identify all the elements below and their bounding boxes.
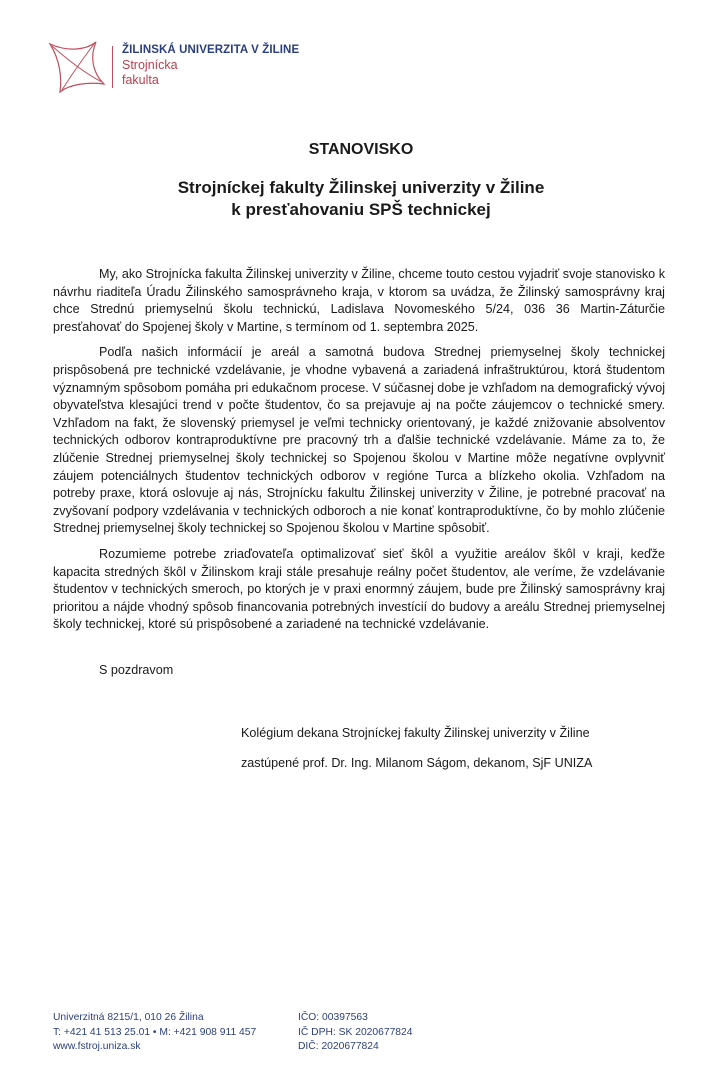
paragraph-3: Rozumieme potrebe zriaďovateľa optimalizovať sieť škôl a využitie areálov škôl v kraji, keďže kapacita stredných škôl v Žilinskom kraji stále presahuje reálny počet študentov, ale veríme, že vzdelávanie študentov v technických smeroch, po ktorých je v praxi enormný záujem, bude pre Žilinský samosprávny kraj prioritou a nájde vhodný spôsob financovania potrebných investícií do budovy a areálu Strednej priemyselnej školy technickej, ktoré sú prispôsobené a zariadené na technické vzdelávanie. xyxy=(53,546,665,632)
faculty-name-line1: Strojnícka xyxy=(122,58,178,72)
document-body xyxy=(53,266,665,642)
signature-line-1: Kolégium dekana Strojníckej fakulty Žilinskej univerzity v Žiline xyxy=(241,726,590,740)
footer-phone: T: +421 41 513 25.01 • M: +421 908 911 457 xyxy=(53,1026,257,1038)
university-name: ŽILINSKÁ UNIVERZITA V ŽILINE xyxy=(122,44,300,56)
subtitle-line-1: Strojníckej fakulty Žilinskej univerzity v Žiline xyxy=(177,178,545,197)
subtitle-line-2: k presťahovaniu SPŠ technickej xyxy=(231,200,491,219)
footer-ic-dph: IČ DPH: SK 2020677824 xyxy=(298,1026,413,1038)
paragraph-2: Podľa našich informácií je areál a samotná budova Strednej priemyselnej školy technickej prispôsobená pre technické vzdelávanie, je vhodne vybavená a zariadená infraštruktúrou, ktorá študentom významným spôsobom pomáha pri edukačnom procese. V súčasnej dobe je vzhľadom na demografický vývoj obyvateľstva klesajúci trend v počte študentov, čo sa prejavuje aj na počte záujemcov o technické smery. Vzhľadom na fakt, že slovenský priemysel je veľmi technicky orientovaný, je každé znižovanie absolventov technických odborov kontraproduktívne pre pracovný trh a ďalšie technické vzdelávanie. Máme za to, že zlúčenie Strednej priemyselnej školy technickej so Spojenou školou v Martine môže negatívne ovplyvniť záujem potenciálnych študentov technických odborov v regióne Turca a blízkeho okolia. Vzhľadom na potreby praxe, ktorá oslovuje aj nás, Strojnícku fakultu Žilinskej univerzity v Žiline, je potrebné pracovať na zvyšovaní podpory vzdelávania v technických odboroch a nie konať kontraproduktívne, čo by mohlo zlúčenie Strednej priemyselnej školy technickej so Spojenou školou v Martine spôsobiť. xyxy=(53,345,665,536)
logo-divider xyxy=(112,46,113,88)
faculty-logo xyxy=(46,38,300,94)
paragraph-1: My, ako Strojnícka fakulta Žilinskej univerzity v Žiline, chceme touto cestou vyjadriť svoje stanovisko k návrhu riaditeľa Úradu Žilinského samosprávneho kraja, v ktorom sa uvádza, že Žilinský samosprávny kraj chce Strednú priemyselnú školu technickú, Ladislava Novomeského 5/24, 036 36 Martin-Záturčie presťahovať do Spojenej školy v Martine, s termínom od 1. septembra 2025. xyxy=(53,267,665,334)
footer-dic: DIČ: 2020677824 xyxy=(298,1041,379,1052)
footer-registration xyxy=(298,1011,412,1055)
document-title: STANOVISKO xyxy=(308,141,414,158)
footer-address: Univerzitná 8215/1, 010 26 Žilina xyxy=(53,1012,204,1023)
footer-contact xyxy=(53,1011,256,1055)
footer-ico: IČO: 00397563 xyxy=(298,1012,368,1023)
uniza-star-logo-icon xyxy=(46,38,108,94)
greeting: S pozdravom xyxy=(99,663,174,677)
signature-line-2: zastúpené prof. Dr. Ing. Milanom Ságom, dekanom, SjF UNIZA xyxy=(241,756,593,770)
faculty-name-line2: fakulta xyxy=(122,73,159,87)
document-subtitle xyxy=(0,177,722,221)
footer-web-link[interactable]: www.fstroj.uniza.sk xyxy=(53,1041,141,1052)
